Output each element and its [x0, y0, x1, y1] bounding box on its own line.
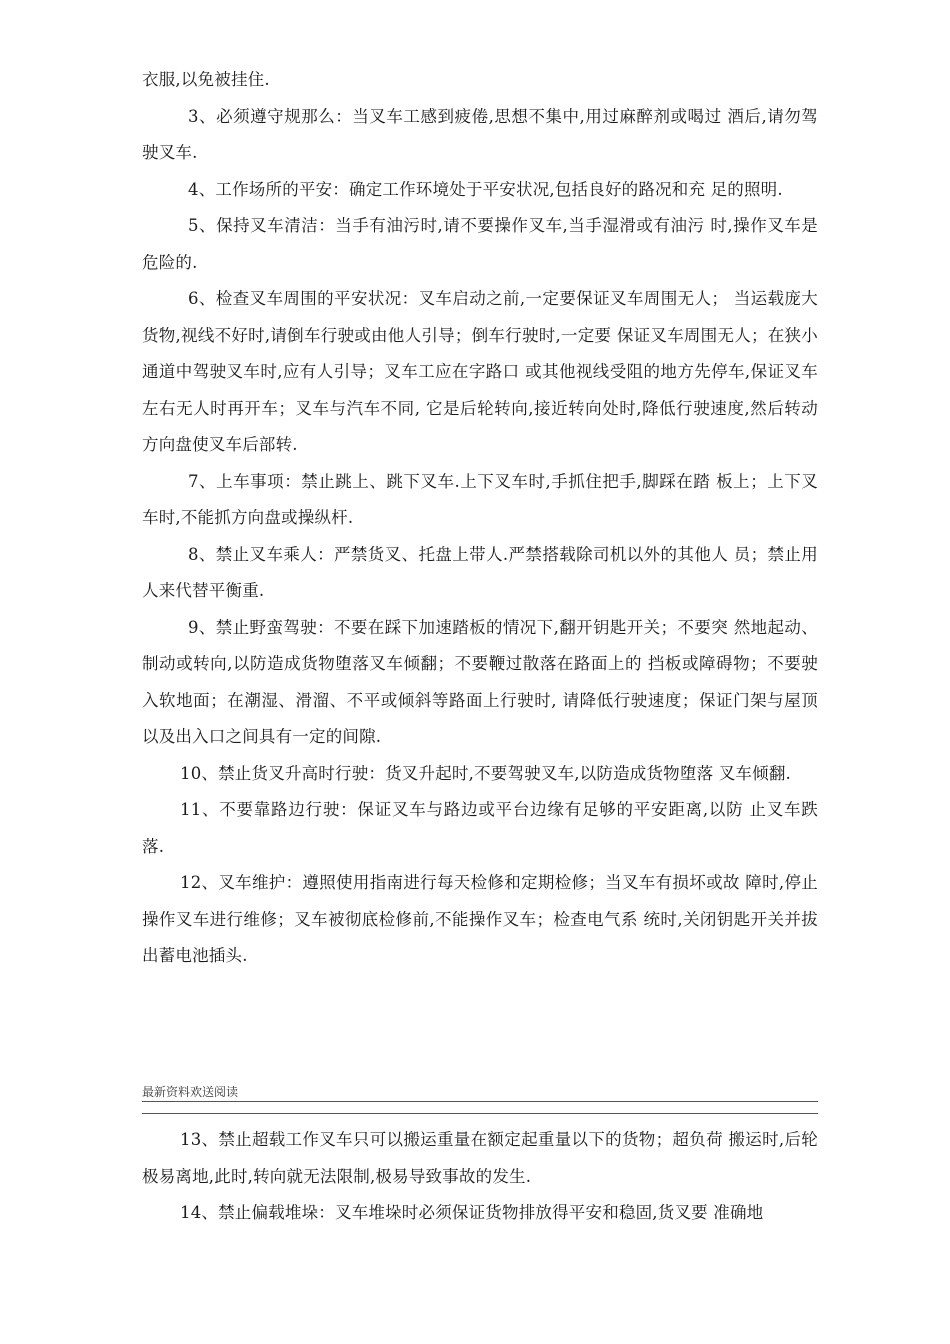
bottom-text-block — [142, 1122, 818, 1232]
paragraph-rule-9: 9、禁止野蛮驾驶：不要在踩下加速踏板的情况下,翻开钥匙开关；不要突 然地起动、制动或转向,以防造成货物堕落叉车倾翻；不要鞭过散落在路面上的 挡板或障碍物；不要驶入软地面；在潮湿、滑溜、不平或倾斜等路面上行驶时, 请降低行驶速度；保证门架与屋顶以及出入口之间具有一定的间隙. — [142, 617, 818, 746]
paragraph-rule-5: 5、保持叉车清洁：当手有油污时,请不要操作叉车,当手湿滑或有油污 时,操作叉车是危险的. — [142, 216, 818, 272]
paragraph-rule-14: 14、禁止偏载堆垛：叉车堆垛时必须保证货物排放得平安和稳固,货叉要 准确地 — [180, 1203, 764, 1222]
paragraph-rule-3: 3、必须遵守规那么：当叉车工感到疲倦,思想不集中,用过麻醉剂或喝过 酒后,请勿驾驶叉车. — [142, 106, 818, 162]
paragraph-rule-10: 10、禁止货叉升高时行驶：货叉升起时,不要驾驶叉车,以防造成货物堕落 叉车倾翻. — [180, 763, 791, 783]
paragraph-rule-7: 7、上车事项：禁止跳上、跳下叉车.上下叉车时,手抓住把手,脚踩在踏 板上；上下叉车时,不能抓方向盘或操纵杆. — [142, 471, 818, 527]
paragraph-rule-13: 13、禁止超载工作叉车只可以搬运重量在额定起重量以下的货物；超负荷 搬运时,后轮极易离地,此时,转向就无法限制,极易导致事故的发生. — [142, 1130, 818, 1186]
page-footer-note: 最新资料欢送阅读 — [142, 1085, 239, 1099]
page-divider — [142, 1101, 818, 1102]
page-divider — [142, 1113, 818, 1114]
paragraph-rule-4: 4、工作场所的平安：确定工作环境处于平安状况,包括良好的路况和充 足的照明. — [188, 179, 783, 199]
paragraph-rule-12: 12、叉车维护：遵照使用指南进行每天检修和定期检修；当叉车有损坏或故 障时,停止操作叉车进行维修；叉车被彻底检修前,不能操作叉车；检查电气系 统时,关闭钥匙开关并拔出蓄电池插头. — [142, 873, 818, 965]
paragraph-rule-11: 11、不要靠路边行驶：保证叉车与路边或平台边缘有足够的平安距离,以防 止叉车跌落. — [142, 800, 818, 856]
top-text-block — [142, 62, 818, 975]
paragraph-rule-6: 6、检查叉车周围的平安状况：叉车启动之前,一定要保证叉车周围无人； 当运载庞大货物,视线不好时,请倒车行驶或由他人引导；倒车行驶时,一定要 保证叉车周围无人；在狭小通道中驾驶叉车时,应有人引导；叉车工应在字路口 或其他视线受阻的地方先停车,保证叉车左右无人时再开车；叉车与汽车不同, 它是后轮转向,接近转向处时,降低行驶速度,然后转动方向盘使叉车后部转. — [142, 289, 818, 454]
paragraph-continuation: 衣服,以免被挂住. — [142, 70, 270, 89]
paragraph-rule-8: 8、禁止叉车乘人：严禁货叉、托盘上带人.严禁搭载除司机以外的其他人 员；禁止用人来代替平衡重. — [142, 544, 818, 600]
